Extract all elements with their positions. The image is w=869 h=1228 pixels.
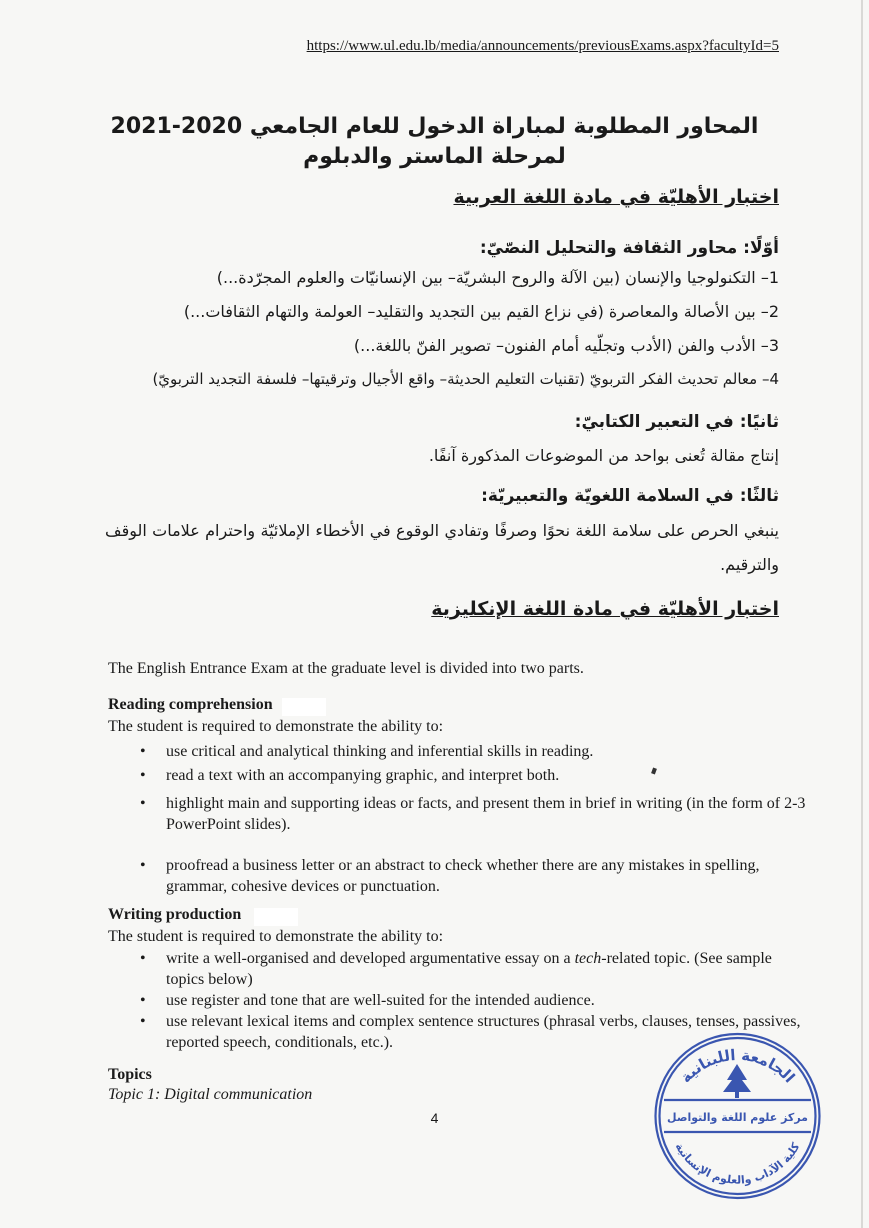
arabic-part2-text: إنتاج مقالة تُعنى بواحد من الموضوعات المذكورة آنفًا.	[428, 446, 779, 465]
list-item: • highlight main and supporting ideas or facts, and present them in brief in writing (in the form of 2-3 PowerPoint slides).	[140, 793, 809, 835]
arabic-exam-heading: اختبار الأهليّة في مادة اللغة العربية	[453, 186, 779, 208]
page-number: 4	[430, 1110, 439, 1126]
writing-title: Writing production	[108, 906, 242, 923]
list-item: • proofread a business letter or an abstract to check whether there are any mistakes in spelling, grammar, cohesive devices or punctuation.	[140, 855, 809, 897]
reading-lead: The student is required to demonstrate the ability to:	[108, 718, 444, 735]
source-url[interactable]: https://www.ul.edu.lb/media/announcements/previousExams.aspx?facultyId=5	[306, 38, 779, 54]
page-edge	[861, 0, 863, 1228]
writing-bullet-1-em: tech	[574, 950, 602, 967]
writing-bullet-1-post: -related topic. (See sample topics below)	[166, 950, 772, 988]
arabic-part1-title: أوّلًا: محاور الثقافة والتحليل النصّيّ:	[479, 238, 779, 258]
topic-1: Topic 1: Digital communication	[108, 1086, 313, 1103]
stamp-text-top: الجامعة اللبنانية	[676, 1046, 799, 1087]
reading-title: Reading comprehension	[108, 696, 273, 713]
list-item: • read a text with an accompanying graphic, and interpret both.	[140, 765, 809, 786]
arabic-item-3: 3– الأدب والفن (الأدب وتجلّيه أمام الفنون– تصوير الفنّ باللغة...)	[353, 336, 779, 355]
writing-lead: The student is required to demonstrate the ability to:	[108, 928, 444, 945]
writing-bullet-1-pre: write a well-organised and developed argumentative essay on a	[166, 950, 575, 967]
list-item: • use relevant lexical items and complex sentence structures (phrasal verbs, clauses, tenses, passives, reported speech, conditionals, etc.).	[140, 1011, 809, 1053]
topics-title: Topics	[108, 1066, 152, 1083]
english-exam-heading: اختبار الأهليّة في مادة اللغة الإنكليزية	[431, 598, 779, 620]
arabic-item-1: 1– التكنولوجيا والإنسان (بين الآلة والروح البشريّة– بين الإنسانيّات والعلوم المجرّدة...)	[216, 268, 779, 287]
university-stamp-icon	[650, 1030, 825, 1200]
arabic-part3-text: ينبغي الحرص على سلامة اللغة نحوًا وصرفًا وتفادي الوقوع في الأخطاء الإملائيّة واحترام علامات الوقف والترقيم.	[105, 521, 779, 574]
list-item: • use critical and analytical thinking and inferential skills in reading.	[140, 741, 809, 762]
list-item	[140, 948, 809, 990]
list-item: • use register and tone that are well-suited for the intended audience.	[140, 990, 809, 1011]
document-title: المحاور المطلوبة لمباراة الدخول للعام الجامعي 2020-2021	[110, 114, 759, 139]
arabic-item-2: 2– بين الأصالة والمعاصرة (في نزاع القيم بين التجديد والتقليد– العولمة والتهام الثقافات...)	[183, 302, 779, 321]
reading-bullets	[140, 741, 809, 897]
document-subtitle: لمرحلة الماستر والدبلوم	[303, 144, 566, 169]
stamp-text-mid: مركز علوم اللغة والتواصل	[667, 1111, 808, 1124]
arabic-part3-title: ثالثًا: في السلامة اللغويّة والتعبيريّة:	[481, 486, 779, 506]
english-intro: The English Entrance Exam at the graduate level is divided into two parts.	[108, 660, 584, 677]
blank-patch	[254, 908, 298, 926]
arabic-item-4: 4– معالم تحديث الفكر التربويّ (تقنيات التعليم الحديثة– واقع الأجيال وترقيتها– فلسفة التجديد التربويّ)	[152, 370, 779, 388]
blank-patch	[282, 698, 326, 716]
arabic-part2-title: ثانيًا: في التعبير الكتابيّ:	[574, 412, 779, 432]
stamp-text-bottom: كلية الآداب والعلوم الإنسانية	[672, 1140, 803, 1187]
